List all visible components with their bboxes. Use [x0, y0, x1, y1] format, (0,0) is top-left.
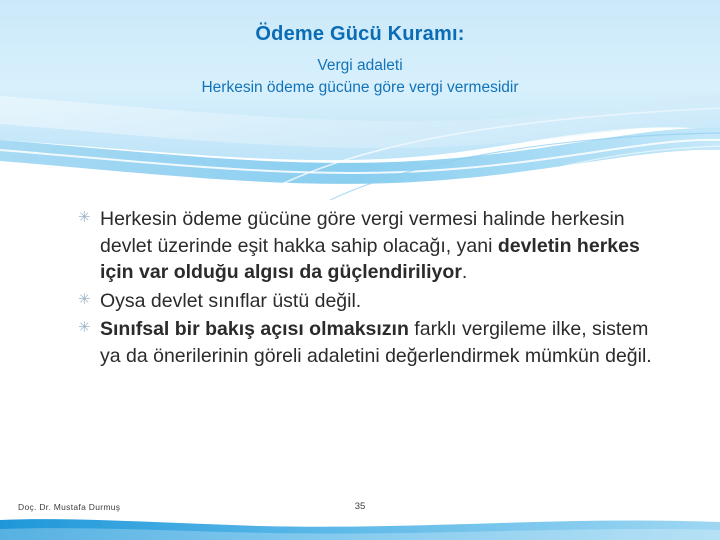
- bullet-marker-icon: ✳: [78, 319, 91, 337]
- footer-author: Doç. Dr. Mustafa Durmuş: [18, 502, 121, 512]
- bullet-list: [78, 206, 658, 369]
- bottom-strip-decoration: [0, 514, 720, 540]
- footer-page-number: 35: [354, 501, 366, 512]
- bullet-text-run: Oysa devlet sınıflar üstü değil.: [100, 289, 362, 312]
- list-item: [78, 206, 658, 286]
- list-item: [78, 288, 658, 315]
- bullet-marker-icon: ✳: [78, 209, 91, 226]
- title-subtitle-1: Vergi adaleti: [317, 57, 403, 74]
- bullet-text-run: Herkesin ödeme gücüne göre vergi vermesi halinde herkesin devlet üzerinde eşit hakka sahip olacağı, yani: [100, 208, 625, 257]
- title-subtitle-2: Herkesin ödeme gücüne göre vergi vermesidir: [201, 79, 519, 97]
- list-item: [78, 316, 658, 369]
- bullet-marker-icon: ✳: [78, 290, 91, 308]
- title-block: [0, 22, 720, 100]
- bullet-text-run: Sınıfsal bir bakış açısı olmaksızın: [100, 318, 409, 341]
- page-title: Ödeme Gücü Kuramı:: [255, 23, 465, 45]
- bullet-text-run: farklı vergileme ilke, sistem ya da önerilerinin göreli adaletini değerlendirmek mümkün değil.: [100, 318, 652, 367]
- bullet-text-run: devletin herkes için var olduğu algısı da güçlendiriliyor: [100, 234, 640, 284]
- bullet-text-run: .: [461, 261, 468, 284]
- body-content: [78, 206, 658, 371]
